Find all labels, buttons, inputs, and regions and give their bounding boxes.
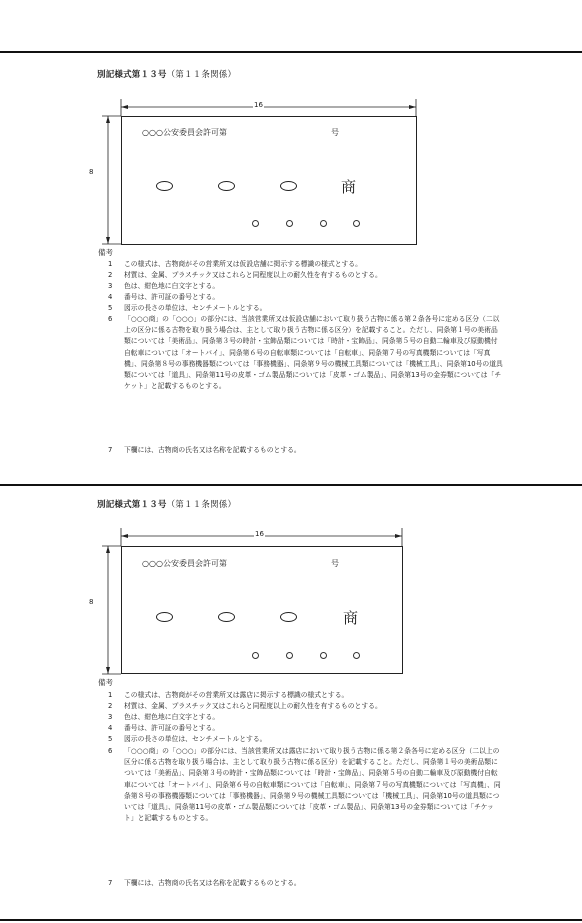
note-item: 4 番号は、許可証の番号とする。: [108, 724, 220, 732]
note-item: 3 色は、紺色地に白文字とする。: [108, 282, 220, 290]
note-item-body: 「○○○商」の「○○○」の部分には、当該営業所又は仮設店舗において取り扱う古物に係る第２条各号に定める区分（二以上の区分に係る古物を取り扱う場合は、主として取り扱う古物に係る区分）を記載すること。ただし、同条第１号の美術品類については「美術品」、同条第３号の時計・宝飾品類については「時計・宝飾品」、同条第５号の自動二輪車及び原動機付自転車については「オートバイ」、同条第６号の自転車類については「自転車」、同条第７号の写真機類については「写真機」、同条第８号の事務機器類については「事務機器」、同条第９号の機械工具類については「機械工具」、同条第10号の道具類については「道具」、同条第11号の皮革・ゴム製品類については「皮革・ゴム製品」、同条第13号の金券類については「チケット」と記載するものとする。: [124, 315, 503, 391]
form-title-main: 別記様式第１３号: [97, 500, 167, 510]
category-placeholder-circle: [156, 612, 173, 622]
note-item-number: 6: [108, 747, 113, 755]
category-placeholder-circle: [280, 612, 297, 622]
note-item: 2 材質は、金属、プラスチック又はこれらと同程度以上の耐久性を有するものとする。: [108, 702, 382, 710]
notes-header: 備考: [98, 248, 113, 257]
note-item: 5 図示の長さの単位は、センチメートルとする。: [108, 304, 267, 312]
width-dimension-label: 16: [255, 530, 264, 538]
name-placeholder-circle: [286, 652, 293, 659]
notes-header: 備考: [98, 678, 113, 687]
number-label: 号: [331, 128, 339, 137]
note-item: 5 図示の長さの単位は、センチメートルとする。: [108, 735, 267, 743]
note-item: 2 材質は、金属、プラスチック又はこれらと同程度以上の耐久性を有するものとする。: [108, 271, 382, 279]
note-item: 1 この様式は、古物商がその営業所又は露店に掲示する標識の様式とする。: [108, 691, 349, 699]
width-dimension-label: 16: [254, 101, 263, 109]
form-title-main: 別記様式第１３号: [97, 70, 167, 80]
note-item: 1 この様式は、古物商がその営業所又は仮設店舗に掲示する標識の様式とする。: [108, 260, 362, 268]
note-item: 7 下欄には、古物商の氏名又は名称を記載するものとする。: [108, 879, 301, 887]
name-placeholder-circle: [320, 652, 327, 659]
permit-text: ○○○公安委員会許可第: [142, 559, 227, 568]
note-item-body: 「○○○商」の「○○○」の部分には、当該営業所又は露店において取り扱う古物に係る第２条各号に定める区分（二以上の区分に係る古物を取り扱う場合は、主として取り扱う古物に係る区分）を記載すること。ただし、同条第１号の美術品類については「美術品」、同条第３号の時計・宝飾品類については「時計・宝飾品」、同条第５号の自動二輪車及び原動機付自転車については「オートバイ」、同条第６号の自転車類については「自転車」、同条第７号の写真機類については「写真機」、同条第８号の事務機器類については「事務機器」、同条第９号の機械工具類については「機械工具」、同条第10号の道具類については「道具」、同条第11号の皮革・ゴム製品類については「皮革・ゴム製品」、同条第13号の金券類については「チケット」と記載するものとする。: [124, 747, 501, 823]
form-title-sub: （第１１条関係）: [166, 70, 237, 80]
note-item: 7 下欄には、古物商の氏名又は名称を記載するものとする。: [108, 446, 301, 454]
height-dimension-label: 8: [89, 168, 94, 176]
shop-character: 商: [341, 178, 357, 196]
name-placeholder-circle: [252, 652, 259, 659]
permit-text: ○○○公安委員会許可第: [142, 128, 227, 137]
shop-character: 商: [343, 609, 359, 627]
name-placeholder-circle: [353, 652, 360, 659]
category-placeholder-circle: [218, 612, 235, 622]
number-label: 号: [331, 559, 339, 568]
height-dimension-label: 8: [89, 598, 94, 606]
note-item-number: 6: [108, 315, 113, 323]
note-item: 3 色は、紺色地に白文字とする。: [108, 713, 220, 721]
form-title-sub: （第１１条関係）: [166, 500, 237, 510]
note-item: 4 番号は、許可証の番号とする。: [108, 293, 220, 301]
